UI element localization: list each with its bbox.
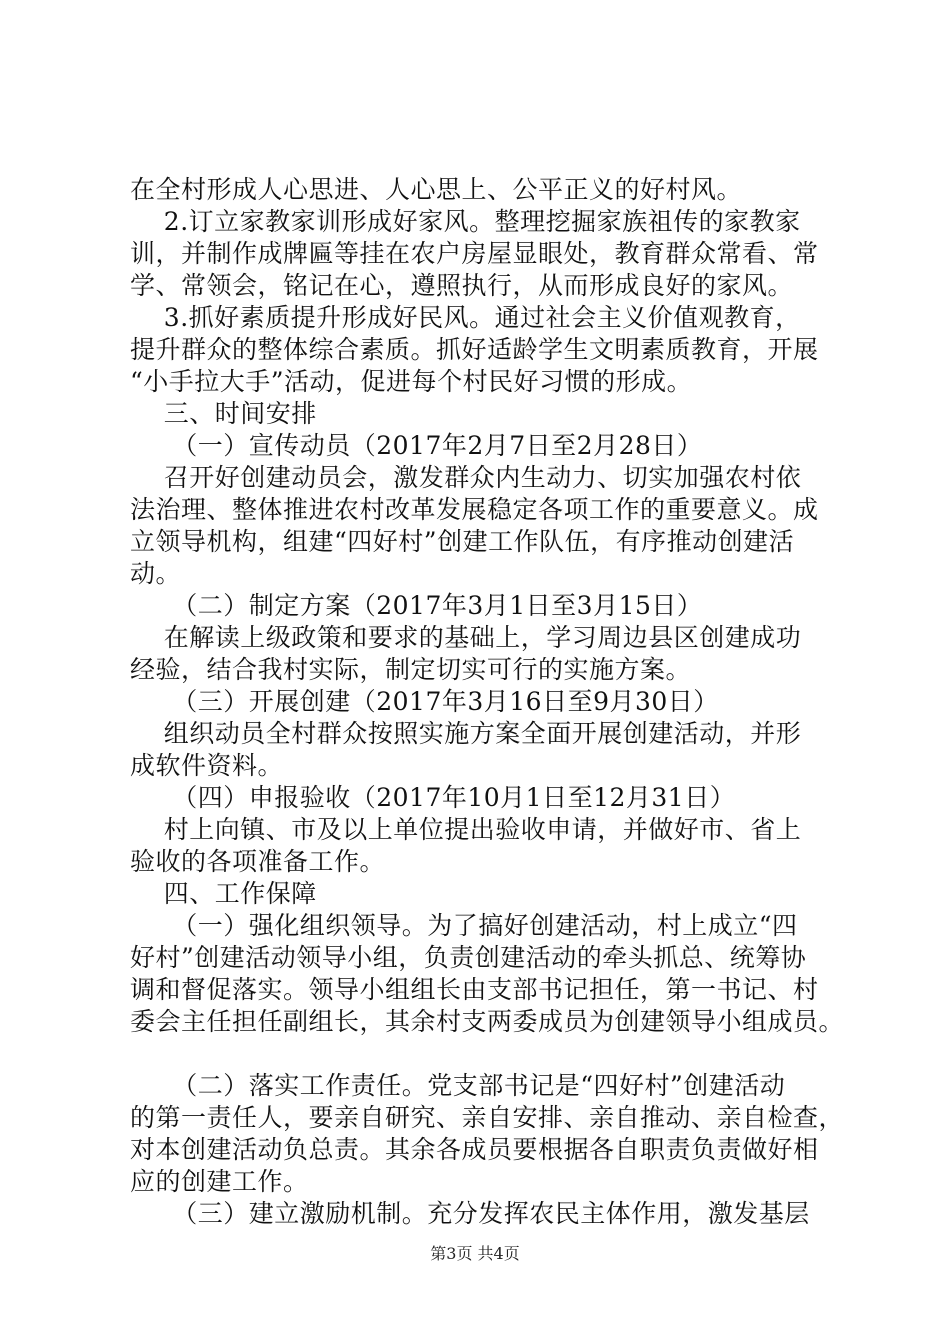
text-line: “小手拉大手”活动，促进每个村民好习惯的形成。 bbox=[130, 367, 693, 396]
section-heading: 三、时间安排 bbox=[130, 399, 317, 428]
subsection-heading: （三）开展创建（2017年3月16日至9月30日） bbox=[130, 687, 719, 716]
text-line: 2.订立家教家训形成好家风。整理挖掘家族祖传的家教家 bbox=[130, 207, 801, 236]
text-line: 经验，结合我村实际，制定切实可行的实施方案。 bbox=[130, 655, 692, 684]
text-line: （二）落实工作责任。党支部书记是“四好村”创建活动 bbox=[130, 1071, 786, 1100]
text-line: 在解读上级政策和要求的基础上，学习周边县区创建成功 bbox=[130, 623, 802, 652]
text-line: 调和督促落实。领导小组组长由支部书记担任，第一书记、村 bbox=[130, 975, 819, 1004]
text-line: 好村”创建活动领导小组，负责创建活动的牵头抓总、统筹协 bbox=[130, 943, 807, 972]
subsection-heading: （四）申报验收（2017年10月1日至12月31日） bbox=[130, 783, 736, 812]
text-line: 动。 bbox=[130, 559, 182, 588]
text-line: 成软件资料。 bbox=[130, 751, 284, 780]
text-line: 在全村形成人心思进、人心思上、公平正义的好村风。 bbox=[130, 175, 743, 204]
text-line: 提升群众的整体综合素质。抓好适龄学生文明素质教育，开展 bbox=[130, 335, 819, 364]
text-line: （一）强化组织领导。为了搞好创建活动，村上成立“四 bbox=[130, 911, 798, 940]
text-line: 3.抓好素质提升形成好民风。通过社会主义价值观教育， bbox=[130, 303, 801, 332]
text-line: 委会主任担任副组长，其余村支两委成员为创建领导小组成员。 bbox=[130, 1007, 845, 1036]
text-line: 村上向镇、市及以上单位提出验收申请，并做好市、省上 bbox=[130, 815, 802, 844]
text-line: 法治理、整体推进农村改革发展稳定各项工作的重要意义。成 bbox=[130, 495, 819, 524]
text-line: 验收的各项准备工作。 bbox=[130, 847, 386, 876]
section-heading: 四、工作保障 bbox=[130, 879, 317, 908]
text-line: 召开好创建动员会，激发群众内生动力、切实加强农村依 bbox=[130, 463, 802, 492]
text-line: 组织动员全村群众按照实施方案全面开展创建活动，并形 bbox=[130, 719, 802, 748]
text-line: 应的创建工作。 bbox=[130, 1167, 309, 1196]
page-number-footer: 第3页 共4页 bbox=[430, 1244, 520, 1263]
subsection-heading: （一）宣传动员（2017年2月7日至2月28日） bbox=[130, 431, 703, 460]
subsection-heading: （二）制定方案（2017年3月1日至3月15日） bbox=[130, 591, 703, 620]
text-line: 立领导机构，组建“四好村”创建工作队伍，有序推动创建活 bbox=[130, 527, 795, 556]
text-line: 训，并制作成牌匾等挂在农户房屋显眼处，教育群众常看、常 bbox=[130, 239, 819, 268]
text-line: 的第一责任人，要亲自研究、亲自安排、亲自推动、亲自检查， bbox=[130, 1103, 845, 1132]
text-line: （三）建立激励机制。充分发挥农民主体作用，激发基层 bbox=[130, 1199, 810, 1228]
text-line: 对本创建活动负总责。其余各成员要根据各自职责负责做好相 bbox=[130, 1135, 819, 1164]
text-line: 学、常领会，铭记在心，遵照执行，从而形成良好的家风。 bbox=[130, 271, 794, 300]
